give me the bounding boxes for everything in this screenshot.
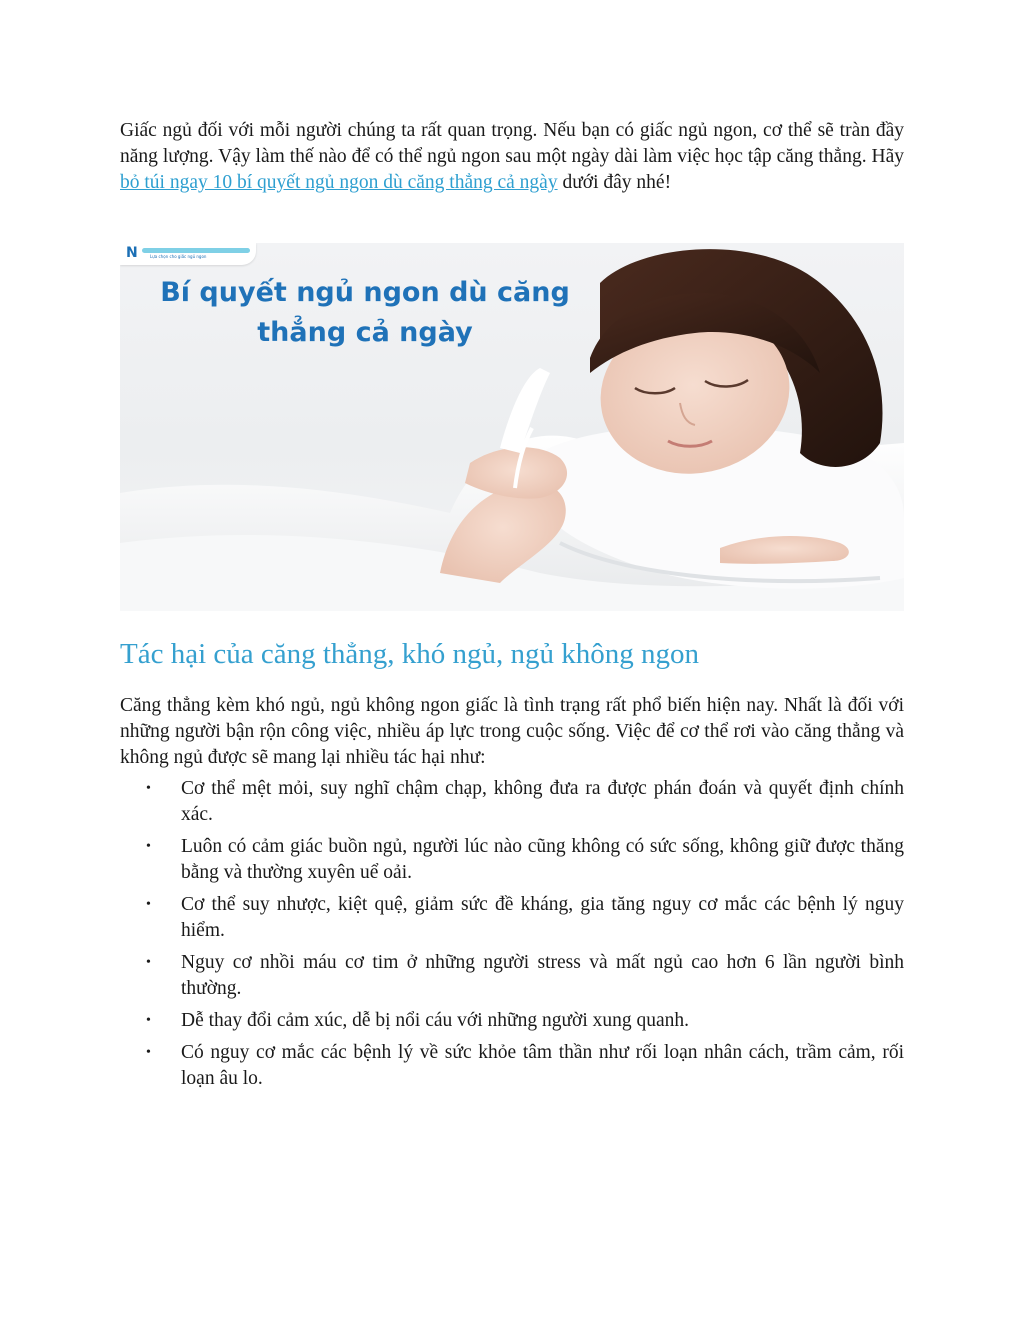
logo-mark: N [126, 245, 138, 261]
bullet-icon: • [146, 1013, 151, 1028]
list-item [120, 776, 904, 828]
list-item [120, 1040, 904, 1092]
hero-image [120, 243, 904, 611]
section-paragraph: Căng thẳng kèm khó ngủ, ngủ không ngon giấc là tình trạng rất phổ biến hiện nay. Nhất là đối với những người bận rộn công việc, nhiều áp lực trong cuộc sống. Việc để cơ thể rơi vào căng thẳng và không ngủ được sẽ mang lại nhiều tác hại như: [120, 695, 904, 768]
list-item-text: Cơ thể mệt mỏi, suy nghĩ chậm chạp, không đưa ra được phán đoán và quyết định chính xác. [181, 778, 904, 825]
hero-title-line1: Bí quyết ngủ ngon dù căng [160, 277, 570, 308]
sleep-tips-link[interactable]: bỏ túi ngay 10 bí quyết ngủ ngon dù căng thẳng cả ngày [120, 172, 558, 193]
list-item [120, 834, 904, 886]
hero-title [120, 273, 610, 353]
list-item [120, 950, 904, 1002]
hero-title-line2: thẳng cả ngày [257, 317, 473, 348]
bullet-icon: • [146, 897, 151, 912]
document-page [120, 118, 904, 1089]
logo-bar [142, 248, 250, 253]
list-item-text: Có nguy cơ mắc các bệnh lý về sức khỏe tâm thần như rối loạn nhân cách, trầm cảm, rối loạn âu lo. [181, 1042, 904, 1089]
list-item [120, 892, 904, 944]
bullet-icon: • [146, 1045, 151, 1060]
logo-subtitle: Lựa chọn cho giấc ngủ ngon [150, 254, 207, 259]
bullet-icon: • [146, 839, 151, 854]
list-item-text: Luôn có cảm giác buồn ngủ, người lúc nào cũng không có sức sống, không giữ được thăng bằng và thường xuyên uể oải. [181, 836, 904, 883]
list-item-text: Cơ thể suy nhược, kiệt quệ, giảm sức đề kháng, gia tăng nguy cơ mắc các bệnh lý nguy hiểm. [181, 894, 904, 941]
intro-text-after-link: dưới đây nhé! [557, 172, 672, 193]
list-item [120, 1008, 904, 1034]
list-item-text: Nguy cơ nhồi máu cơ tim ở những người stress và mất ngủ cao hơn 6 lần người bình thường. [181, 952, 904, 999]
bullet-icon: • [146, 781, 151, 796]
intro-text-before-link: Giấc ngủ đối với mỗi người chúng ta rất quan trọng. Nếu bạn có giấc ngủ ngon, cơ thể sẽ tràn đầy năng lượng. Vậy làm thế nào để có thể ngủ ngon sau một ngày dài làm việc học tập căng thẳng. Hãy [120, 120, 904, 167]
harm-list [120, 776, 904, 1098]
section-heading: Tác hại của căng thẳng, khó ngủ, ngủ không ngon [120, 638, 700, 670]
list-item-text: Dễ thay đổi cảm xúc, dễ bị nổi cáu với những người xung quanh. [181, 1010, 690, 1031]
brand-logo [120, 243, 256, 265]
bullet-icon: • [146, 955, 151, 970]
intro-paragraph [120, 118, 904, 196]
